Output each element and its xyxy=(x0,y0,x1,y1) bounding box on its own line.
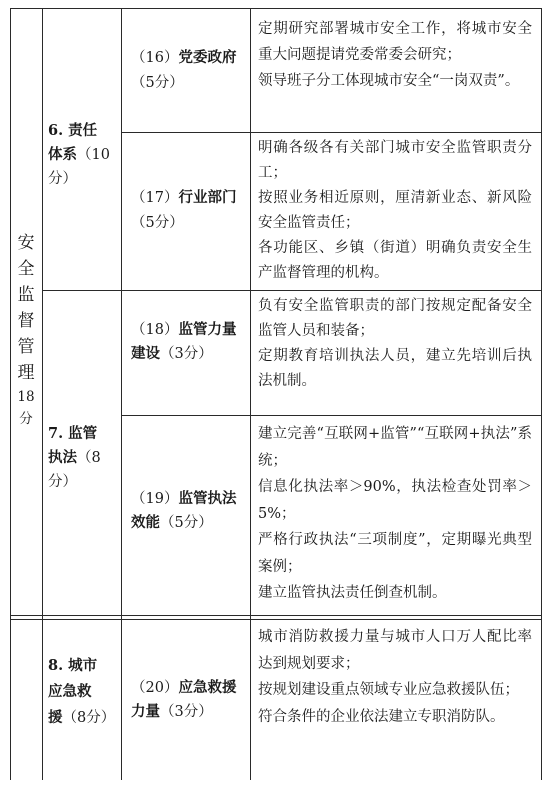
section-7-title: 7. 监管 xyxy=(48,425,98,442)
row-divider-16-17 xyxy=(121,132,542,133)
row-divider-section-6-7 xyxy=(42,290,542,291)
item-17-content xyxy=(258,136,532,286)
row-divider-18-19 xyxy=(121,415,542,416)
col-divider-1 xyxy=(42,8,43,780)
table-border-left xyxy=(10,8,11,780)
item-18-content xyxy=(258,294,532,394)
content-line: 各功能区、乡镇（街道）明确负责安全生产监督管理的机构。 xyxy=(258,240,532,281)
content-line: 建立完善“互联网+监管”“互联网+执法”系统； xyxy=(258,426,532,469)
item-19-score: （5分） xyxy=(160,515,213,531)
category-score: 18 xyxy=(17,389,35,405)
section-6-score: （10 xyxy=(77,147,110,163)
table-border-right xyxy=(541,8,542,780)
content-line: 领导班子分工体现城市安全“一岗双责”。 xyxy=(258,73,520,89)
category-unit: 分 xyxy=(19,411,33,427)
category-char: 督 xyxy=(17,311,35,331)
category-char: 理 xyxy=(17,363,35,383)
item-17-label xyxy=(127,185,249,236)
content-line: 符合条件的企业依法建立专职消防队。 xyxy=(258,708,505,725)
item-17-score: （5分） xyxy=(131,215,184,231)
item-18-title: 建设 xyxy=(131,345,160,362)
col-divider-2 xyxy=(121,8,122,780)
item-18-label xyxy=(127,318,249,366)
section-6-title: 6. 责任 xyxy=(48,122,98,139)
item-19-title: 效能 xyxy=(131,514,160,531)
content-line: 定期研究部署城市安全工作，将城市安全重大问题提请党委常委会研究； xyxy=(258,21,532,63)
item-16-label xyxy=(127,45,249,96)
item-19-content xyxy=(258,421,532,607)
col-divider-3 xyxy=(250,8,251,780)
section-6-score: 分） xyxy=(48,171,77,187)
section-7-title: 执法 xyxy=(48,449,77,466)
section-6-title: 体系 xyxy=(48,146,77,163)
content-line: 按照业务相近原则，厘清新业态、新风险安全监管责任； xyxy=(258,190,532,231)
content-line: 严格行政执法“三项制度”，定期曝光典型案例； xyxy=(258,532,532,575)
item-19-title: 监管执法 xyxy=(178,490,237,507)
category-label xyxy=(15,230,37,430)
content-line: 信息化执法率＞90%，执法检查处罚率＞5%； xyxy=(258,479,532,522)
content-line: 按规划建设重点领域专业应急救援队伍； xyxy=(258,682,519,698)
item-16-title: 党委政府 xyxy=(178,49,237,66)
category-char: 安 xyxy=(17,233,35,253)
category-char: 管 xyxy=(17,337,35,357)
item-19-number: （19） xyxy=(131,491,179,507)
table-border-top xyxy=(10,8,542,9)
section-6-label xyxy=(48,119,118,191)
section-8-title: 援 xyxy=(48,709,63,726)
category-divider-b xyxy=(10,619,542,620)
item-17-title: 行业部门 xyxy=(178,189,237,206)
section-8-title: 应急救 xyxy=(48,683,92,700)
category-char: 全 xyxy=(17,259,35,279)
item-20-content xyxy=(258,624,532,730)
item-20-score: （3分） xyxy=(160,704,213,720)
category-char: 监 xyxy=(17,285,35,305)
item-20-title: 应急救援 xyxy=(178,679,237,696)
content-line: 建立监管执法责任倒查机制。 xyxy=(258,585,447,601)
item-20-title: 力量 xyxy=(131,703,160,720)
section-8-score: （8分） xyxy=(62,710,116,726)
content-line: 城市消防救援力量与城市人口万人配比率达到规划要求； xyxy=(258,629,532,672)
item-18-score: （3分） xyxy=(160,346,213,362)
item-20-number: （20） xyxy=(131,680,179,696)
item-18-number: （18） xyxy=(131,322,179,338)
section-7-score: 分） xyxy=(48,474,77,490)
item-16-score: （5分） xyxy=(131,75,184,91)
item-16-number: （16） xyxy=(131,50,179,66)
section-8-label xyxy=(48,653,118,731)
content-line: 明确各级各有关部门城市安全监管职责分工； xyxy=(258,140,532,181)
section-7-score: （8 xyxy=(77,450,101,466)
content-line: 定期教育培训执法人员，建立先培训后执法机制。 xyxy=(258,348,532,389)
item-17-number: （17） xyxy=(131,190,179,206)
category-divider-a xyxy=(10,615,542,616)
section-8-title: 8. 城市 xyxy=(48,657,98,674)
section-7-label xyxy=(48,422,118,494)
item-19-label xyxy=(127,487,249,535)
item-18-title: 监管力量 xyxy=(178,321,237,338)
content-line: 负有安全监管职责的部门按规定配备安全监管人员和装备； xyxy=(258,298,532,339)
item-16-content xyxy=(258,16,532,94)
item-20-label xyxy=(127,676,249,724)
